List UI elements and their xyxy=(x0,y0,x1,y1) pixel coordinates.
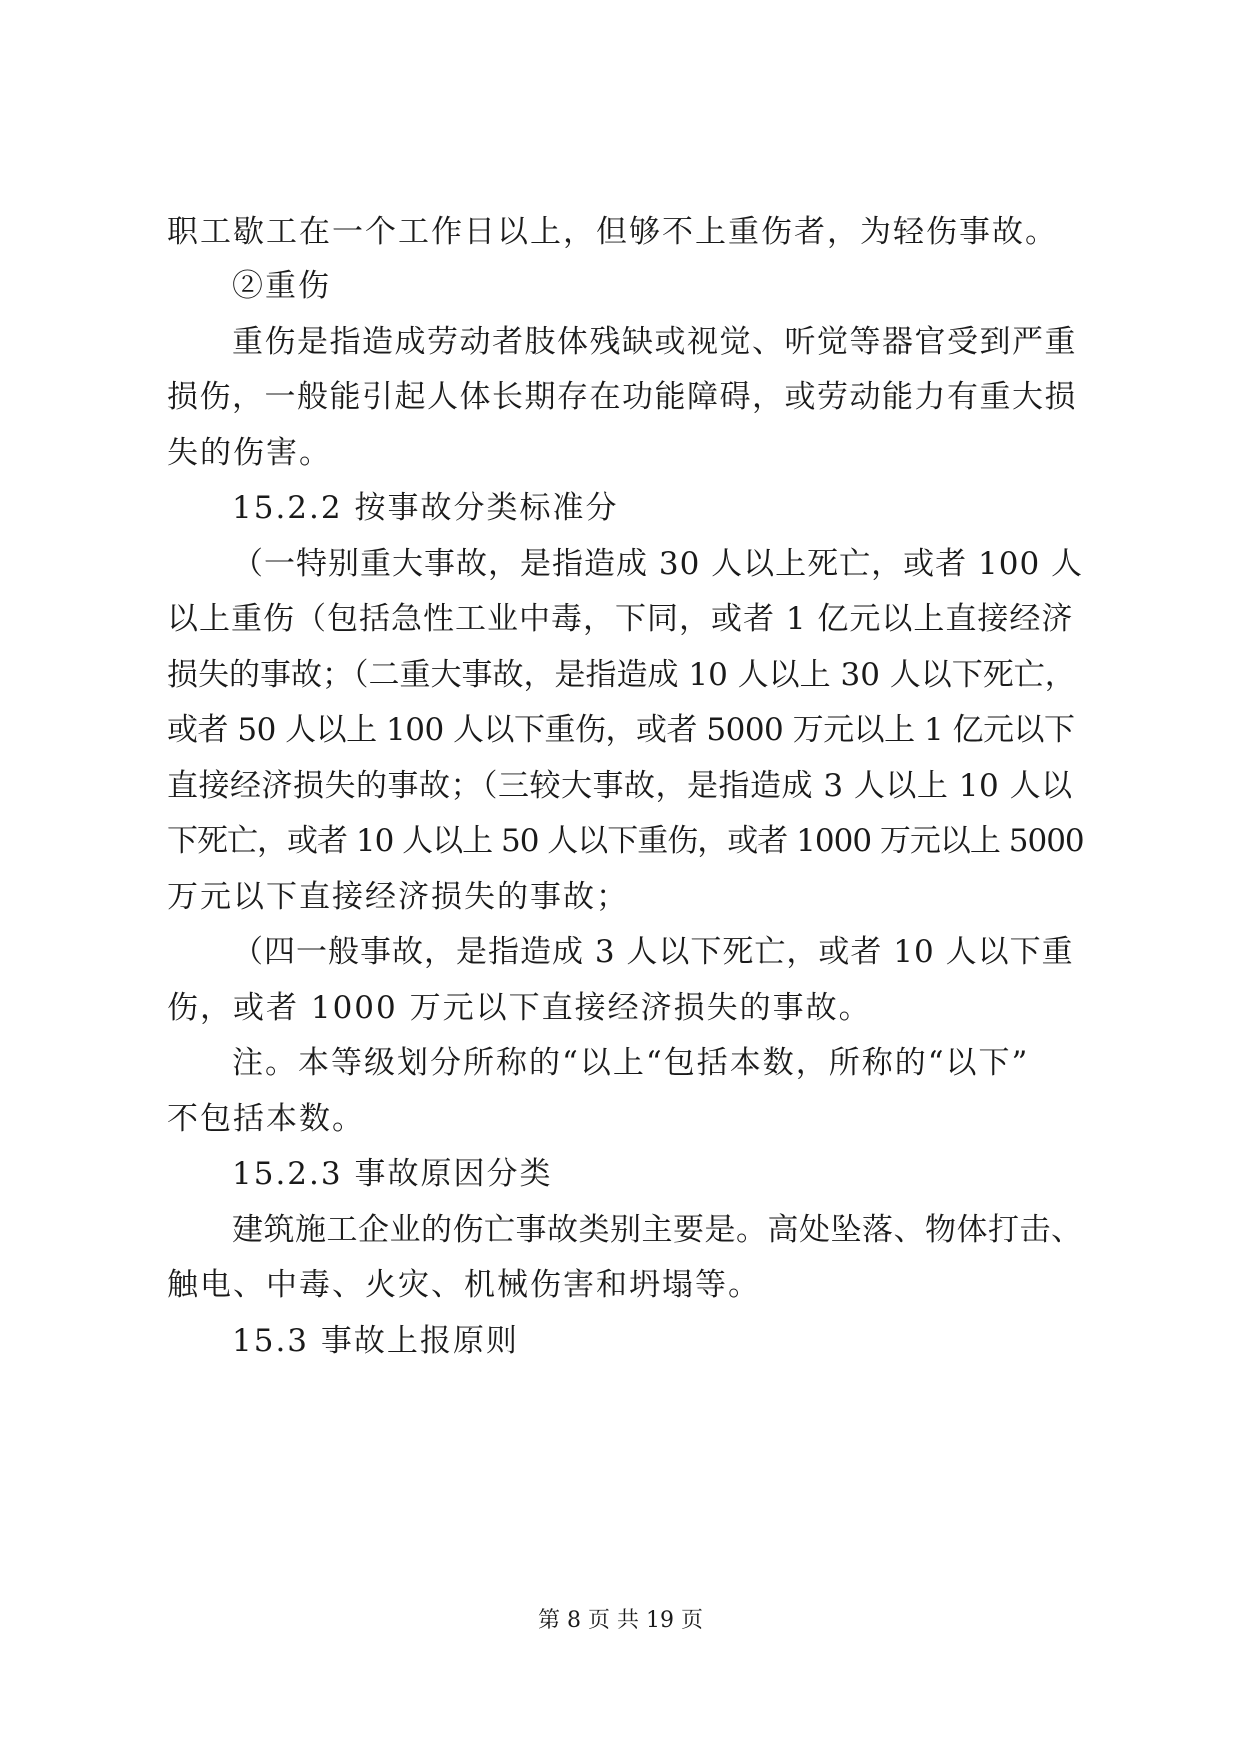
section-heading: 15.2.3 事故原因分类 xyxy=(232,1156,553,1192)
text-line: 建筑施工企业的伤亡事故类别主要是。高处坠落、物体打击、 xyxy=(232,1212,1083,1248)
text-line: 不包括本数。 xyxy=(167,1101,365,1137)
page-number-footer: 第 8 页 共 19 页 xyxy=(538,1608,703,1633)
section-heading: 15.3 事故上报原则 xyxy=(232,1323,519,1359)
text-line: 万元以下直接经济损失的事故； xyxy=(167,879,629,915)
text-line: （一特别重大事故，是指造成 30 人以上死亡，或者 100 人 xyxy=(232,546,1084,582)
text-line: 失的伤害。 xyxy=(167,435,332,471)
text-line: 损伤，一般能引起人体长期存在功能障碍，或劳动能力有重大损 xyxy=(167,379,1077,415)
section-heading: ②重伤 xyxy=(232,268,331,304)
text-line: 损失的事故；（二重大事故，是指造成 10 人以上 30 人以下死亡， xyxy=(167,657,1076,693)
text-line: 直接经济损失的事故；（三较大事故，是指造成 3 人以上 10 人以 xyxy=(167,768,1073,804)
text-line: 重伤是指造成劳动者肢体残缺或视觉、听觉等器官受到严重 xyxy=(232,324,1077,360)
text-line: 或者 50 人以上 100 人以下重伤，或者 5000 万元以上 1 亿元以下 xyxy=(167,712,1075,748)
text-line: 注。本等级划分所称的“以上“包括本数，所称的“以下” xyxy=(232,1045,1030,1081)
text-line: （四一般事故，是指造成 3 人以下死亡，或者 10 人以下重 xyxy=(232,934,1074,970)
section-heading: 15.2.2 按事故分类标准分 xyxy=(232,490,619,526)
text-line: 伤，或者 1000 万元以下直接经济损失的事故。 xyxy=(167,990,872,1026)
text-line: 触电、中毒、火灾、机械伤害和坍塌等。 xyxy=(167,1267,761,1303)
text-line: 以上重伤（包括急性工业中毒，下同，或者 1 亿元以上直接经济 xyxy=(167,601,1074,637)
text-line: 职工歇工在一个工作日以上，但够不上重伤者，为轻伤事故。 xyxy=(167,214,1058,250)
text-line: 下死亡，或者 10 人以上 50 人以下重伤，或者 1000 万元以上 5000 xyxy=(167,823,1084,859)
